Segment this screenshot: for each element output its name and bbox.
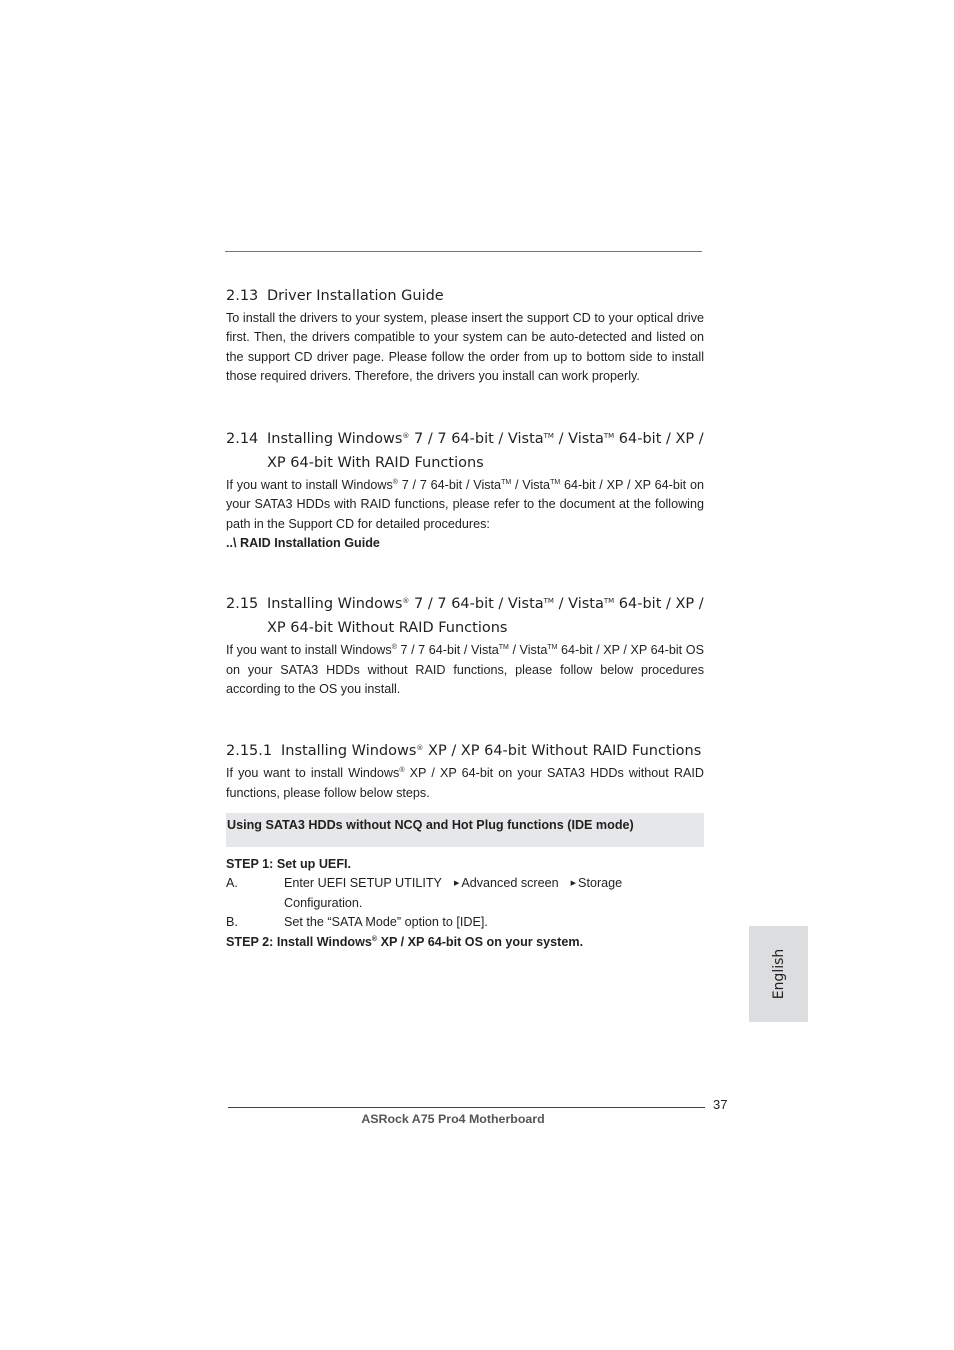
section-2-14-heading: 2.14 Installing Windows® 7 / 7 64-bit / Vista™ / Vista™ 64-bit / XP / XP 64-bit With RAID Functions (226, 427, 704, 475)
trademark-mark: TM (603, 432, 615, 441)
section-2-13-heading (226, 284, 704, 308)
step-b: B. Set the “SATA Mode” option to [IDE]. (226, 915, 488, 930)
section-2-15-body: If you want to install Windows® 7 / 7 64-bit / Vista™ / Vista™ 64-bit / XP / XP 64-bit OS on your SATA3 HDDs without RAID functions, please follow below procedures according to the OS you install. (226, 643, 704, 696)
language-side-tab (749, 926, 808, 1022)
section-number: 2.15.1 (226, 743, 273, 760)
section-2-15-1-body: If you want to install Windows® XP / XP 64-bit on your SATA3 HDDs without RAID functions, please follow below steps. (226, 766, 704, 800)
steps-list (226, 855, 704, 953)
section-title: Driver Installation Guide (267, 288, 444, 304)
page-content (226, 284, 704, 952)
registered-mark: ® (402, 432, 410, 441)
arrow-right-icon: ▶ (570, 880, 577, 888)
section-number: 2.14 (226, 431, 259, 448)
section-number: 2.15 (226, 596, 259, 613)
step-2-heading: STEP 2: Install Windows® XP / XP 64-bit OS on your system. (226, 934, 584, 949)
trademark-mark: TM (543, 432, 554, 441)
step-1-heading: STEP 1: Set up UEFI. (226, 856, 352, 871)
section-2-15-1-heading: 2.15.1 Installing Windows® XP / XP 64-bit Without RAID Functions (226, 739, 704, 763)
language-label: English (770, 948, 787, 1000)
section-2-14-body: If you want to install Windows® 7 / 7 64-bit / Vista™ / Vista™ 64-bit / XP / XP 64-bit on your SATA3 HDDs with RAID functions, please refer to the document at the following path in the Support CD for detailed procedures: (226, 478, 704, 531)
ide-mode-banner: Using SATA3 HDDs without NCQ and Hot Plug functions (IDE mode) (226, 813, 704, 847)
footer-rule (228, 1107, 705, 1108)
page-number: 37 (713, 1097, 728, 1112)
step-a: A. Enter UEFI SETUP UTILITY ▶ Advanced screen ▶ Storage Configuration. (226, 876, 623, 910)
section-number: 2.13 (226, 288, 259, 304)
section-title-line2: XP 64-bit Without RAID Functions (267, 620, 508, 637)
top-rule (225, 251, 702, 252)
arrow-right-icon: ▶ (453, 880, 460, 888)
raid-guide-path: ..\ RAID Installation Guide (226, 536, 380, 551)
section-title-line2: XP 64-bit With RAID Functions (267, 455, 484, 472)
footer-product-name: ASRock A75 Pro4 Motherboard (361, 1112, 545, 1126)
section-2-13-body: To install the drivers to your system, please insert the support CD to your optical drive first. Then, the drivers compatible to your system can be auto-detected and listed on the support CD driver page. Please follow the order from up to bottom side to install those required drivers. Therefore, the drivers you install can work properly. (226, 311, 704, 383)
section-2-15-heading: 2.15 Installing Windows® 7 / 7 64-bit / Vista™ / Vista™ 64-bit / XP / XP 64-bit Without RAID Functions (226, 592, 704, 640)
